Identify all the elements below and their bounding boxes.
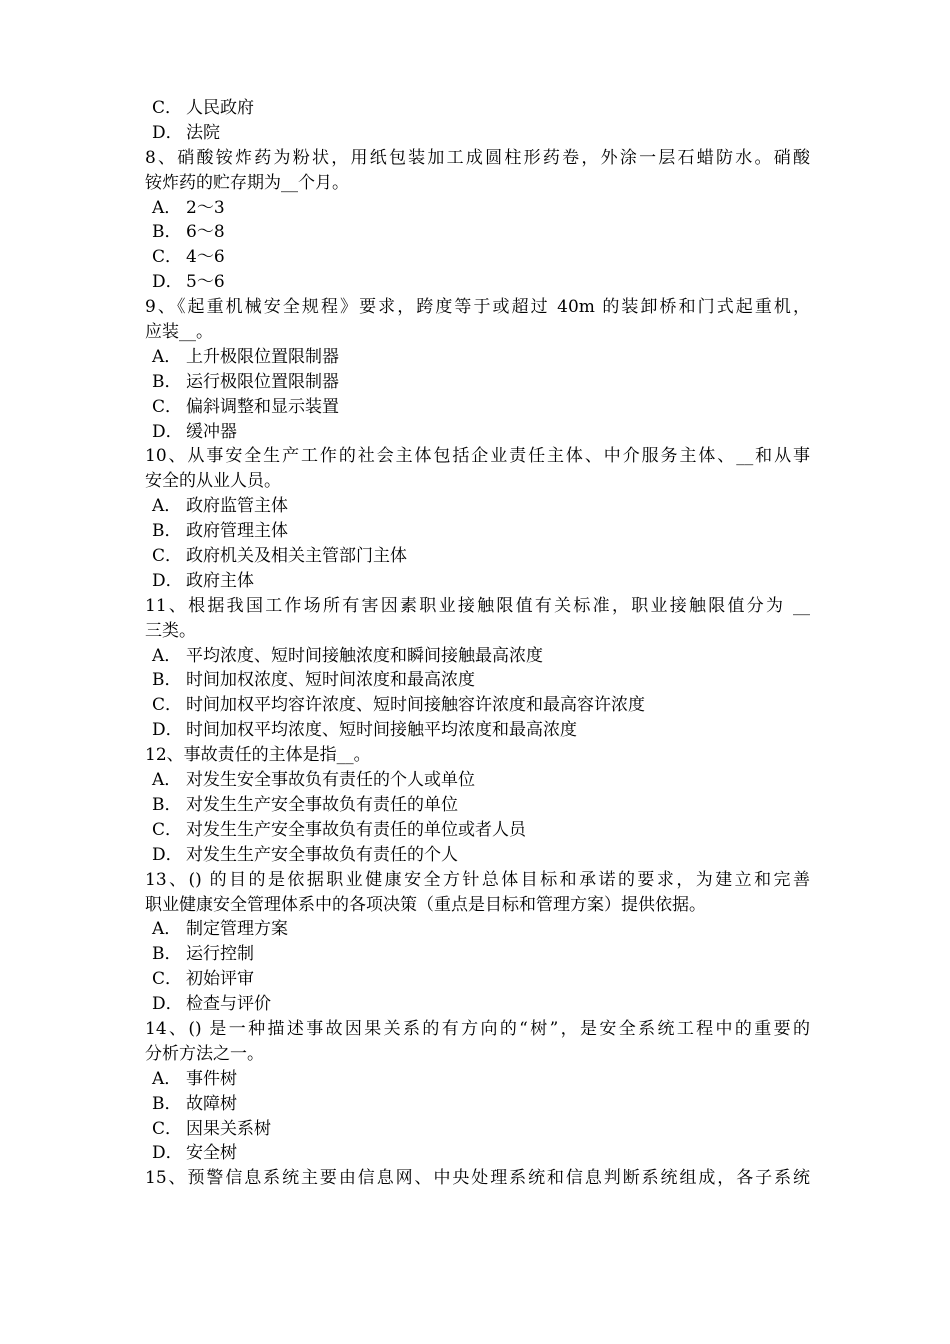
option-letter: A． (152, 645, 182, 666)
option-text: 运行极限位置限制器 (186, 371, 339, 392)
option-a (145, 768, 810, 793)
question-text-line: 分析方法之一。 (145, 1043, 264, 1064)
option-b (145, 668, 810, 693)
option-text: 初始评审 (186, 969, 254, 990)
option-text: 4～6 (186, 247, 225, 268)
option-letter: B． (152, 521, 182, 542)
question-text-line: 11、根据我国工作场所有害因素职业接触限值有关标准，职业接触限值分为 __ (145, 595, 810, 616)
option-letter: D． (152, 720, 183, 741)
option-letter: C． (152, 819, 183, 840)
option-text: 运行控制 (186, 944, 254, 965)
option-letter: B． (152, 222, 182, 243)
question-text-line: 15、预警信息系统主要由信息网、中央处理系统和信息判断系统组成，各子系统 (145, 1168, 810, 1189)
option-text: 时间加权浓度、短时间浓度和最高浓度 (186, 670, 475, 691)
question-14 (145, 1017, 810, 1166)
option-letter: A． (152, 770, 182, 791)
option-letter: A． (152, 197, 182, 218)
option-text: 对发生安全事故负有责任的个人或单位 (186, 770, 475, 791)
option-text: 事件树 (186, 1068, 237, 1089)
option-letter: B． (152, 670, 182, 691)
option-letter: A． (152, 346, 182, 367)
option-letter: A． (152, 919, 182, 940)
option-a (145, 345, 810, 370)
question-text-line: 9、《起重机械安全规程》要求，跨度等于或超过 40m 的装卸桥和门式起重机， (145, 297, 810, 318)
question-text-line: 13、() 的目的是依据职业健康安全方针总体目标和承诺的要求，为建立和完善 (145, 869, 810, 890)
option-d (145, 569, 810, 594)
option-b (145, 793, 810, 818)
option-letter: D． (152, 844, 183, 865)
option-b (145, 370, 810, 395)
option-a (145, 644, 810, 669)
option-text: 检查与评价 (186, 994, 271, 1015)
option-text: 时间加权平均浓度、短时间接触平均浓度和最高浓度 (186, 720, 577, 741)
option-letter: C． (152, 98, 183, 118)
option-c (145, 693, 810, 718)
option-text: 6～8 (186, 222, 225, 243)
option-a (145, 1067, 810, 1092)
document-page (145, 96, 810, 1191)
option-letter: C． (152, 695, 183, 716)
option-letter: D． (152, 122, 183, 143)
option-text: 政府监管主体 (186, 496, 288, 517)
option-text: 对发生生产安全事故负有责任的个人 (186, 844, 458, 865)
option-c (145, 245, 810, 270)
option-d (145, 1141, 810, 1166)
question-9 (145, 295, 810, 444)
question-text-line: 应装__。 (145, 322, 213, 343)
question-11 (145, 594, 810, 743)
option-text: 缓冲器 (186, 421, 237, 442)
option-text: 因果关系树 (186, 1118, 271, 1139)
option-text: 法院 (186, 122, 220, 143)
option-text: 上升极限位置限制器 (186, 346, 339, 367)
option-d (145, 121, 810, 146)
option-letter: D． (152, 994, 183, 1015)
option-c (145, 1117, 810, 1142)
option-b (145, 220, 810, 245)
question-8 (145, 146, 810, 295)
option-text: 制定管理方案 (186, 919, 288, 940)
question-13 (145, 868, 810, 1017)
option-b (145, 1092, 810, 1117)
option-text: 故障树 (186, 1093, 237, 1114)
option-text: 5～6 (186, 272, 225, 293)
question-12 (145, 743, 810, 867)
option-d (145, 992, 810, 1017)
option-d (145, 270, 810, 295)
option-letter: B． (152, 794, 182, 815)
option-text: 政府主体 (186, 570, 254, 591)
option-text: 对发生生产安全事故负有责任的单位或者人员 (186, 819, 526, 840)
question-text-line: 职业健康安全管理体系中的各项决策（重点是目标和管理方案）提供依据。 (145, 894, 706, 915)
option-c (145, 395, 810, 420)
question-text-line: 14、() 是一种描述事故因果关系的有方向的“树”，是安全系统工程中的重要的 (145, 1018, 810, 1039)
option-letter: D． (152, 570, 183, 591)
option-c (145, 96, 810, 121)
option-text: 2～3 (186, 197, 225, 218)
question-text-line: 安全的从业人员。 (145, 471, 281, 492)
option-letter: B． (152, 1093, 182, 1114)
question-text-line: 铵炸药的贮存期为__个月。 (145, 172, 349, 193)
question-15 (145, 1166, 810, 1191)
option-letter: B． (152, 371, 182, 392)
option-letter: D． (152, 1143, 183, 1164)
option-letter: C． (152, 969, 183, 990)
option-a (145, 196, 810, 221)
option-letter: D． (152, 421, 183, 442)
option-d (145, 420, 810, 445)
option-c (145, 967, 810, 992)
option-text: 安全树 (186, 1143, 237, 1164)
option-letter: B． (152, 944, 182, 965)
option-d (145, 843, 810, 868)
option-a (145, 917, 810, 942)
option-text: 偏斜调整和显示装置 (186, 396, 339, 417)
option-letter: C． (152, 247, 183, 268)
option-b (145, 519, 810, 544)
question-text-line: 12、事故责任的主体是指__。 (145, 745, 371, 766)
question-text-line: 8、硝酸铵炸药为粉状，用纸包装加工成圆柱形药卷，外涂一层石蜡防水。硝酸 (145, 147, 810, 168)
option-letter: A． (152, 1068, 182, 1089)
option-text: 政府机关及相关主管部门主体 (186, 546, 407, 567)
option-d (145, 718, 810, 743)
option-text: 政府管理主体 (186, 521, 288, 542)
question-text-line: 10、从事安全生产工作的社会主体包括企业责任主体、中介服务主体、__和从事 (145, 446, 810, 467)
leading-options (145, 96, 810, 146)
option-c (145, 818, 810, 843)
option-b (145, 942, 810, 967)
question-text-line: 三类。 (145, 620, 196, 641)
option-letter: C． (152, 546, 183, 567)
option-letter: C． (152, 1118, 183, 1139)
option-text: 人民政府 (186, 98, 254, 118)
option-letter: D． (152, 272, 183, 293)
option-c (145, 544, 810, 569)
option-letter: A． (152, 496, 182, 517)
option-a (145, 494, 810, 519)
option-text: 对发生生产安全事故负有责任的单位 (186, 794, 458, 815)
option-letter: C． (152, 396, 183, 417)
option-text: 平均浓度、短时间接触浓度和瞬间接触最高浓度 (186, 645, 543, 666)
question-10 (145, 444, 810, 593)
option-text: 时间加权平均容许浓度、短时间接触容许浓度和最高容许浓度 (186, 695, 645, 716)
